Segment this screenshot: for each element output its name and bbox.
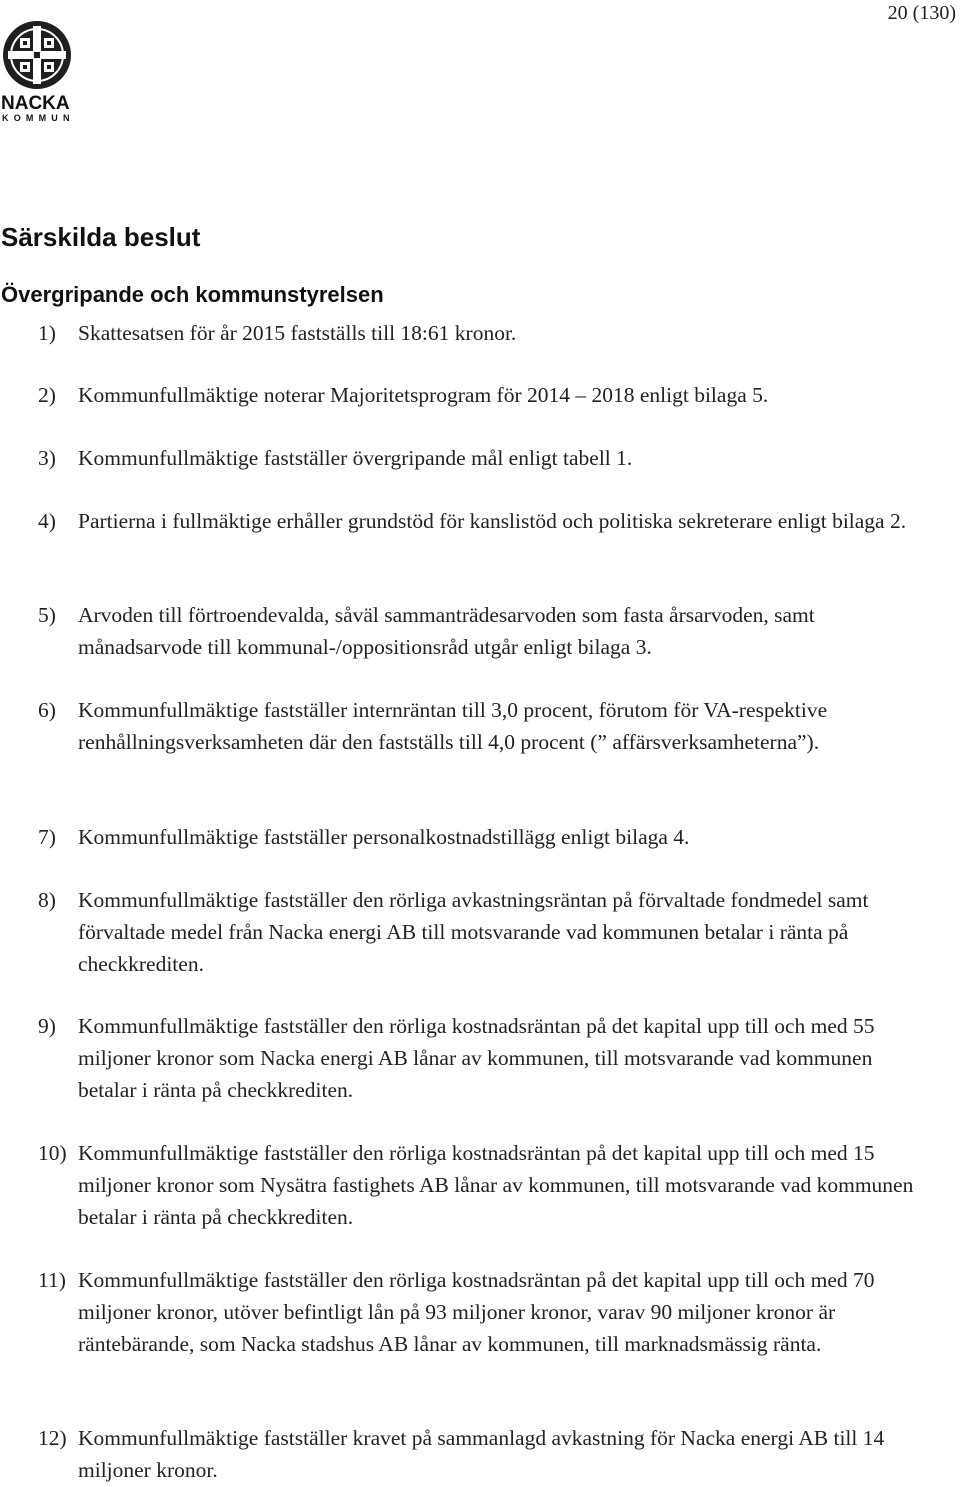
item-number: 2)	[38, 383, 56, 407]
section-title: Särskilda beslut	[1, 222, 201, 252]
decision-item	[38, 1264, 938, 1360]
item-number: 5)	[38, 603, 56, 627]
logo-subtitle: KOMMUN	[2, 113, 75, 123]
item-text: Kommunfullmäktige fastställer den rörliga kostnadsräntan på det kapital upp till och med 70 miljoner kronor, utöver befintligt lån på 93 miljoner kronor, varav 90 miljoner kronor är räntebärande, som Nacka stadshus AB lånar av kommunen, till marknadsmässig ränta.	[78, 1268, 875, 1356]
decision-item	[38, 1137, 938, 1233]
item-number: 4)	[38, 509, 56, 533]
item-text: Kommunfullmäktige fastställer kravet på sammanlagd avkastning för Nacka energi AB till 14 miljoner kronor.	[78, 1426, 885, 1482]
decision-item	[38, 599, 938, 663]
item-text: Kommunfullmäktige fastställer internräntan till 3,0 procent, förutom för VA-respektive renhållningsverksamheten där den fastställs till 4,0 procent (” affärsverksamheterna”).	[78, 698, 828, 754]
item-text: Kommunfullmäktige fastställer den rörliga kostnadsräntan på det kapital upp till och med 55 miljoner kronor som Nacka energi AB lånar av kommunen, till motsvarande vad kommunen betalar i ränta på checkkrediten.	[78, 1014, 875, 1102]
item-text: Skattesatsen för år 2015 fastställs till 18:61 kronor.	[78, 321, 517, 345]
subsection-title: Övergripande och kommunstyrelsen	[1, 282, 384, 307]
nacka-kommun-logo	[0, 20, 80, 128]
item-number: 1)	[38, 321, 56, 345]
item-number: 6)	[38, 698, 56, 722]
decision-item	[38, 505, 938, 537]
item-number: 7)	[38, 825, 56, 849]
decision-item	[38, 1010, 938, 1106]
decision-item	[38, 821, 938, 853]
item-text: Partierna i fullmäktige erhåller grundstöd för kanslistöd och politiska sekreterare enligt bilaga 2.	[78, 509, 907, 533]
item-text: Kommunfullmäktige fastställer den rörliga avkastningsräntan på förvaltade fondmedel samt förvaltade medel från Nacka energi AB till motsvarande vad kommunen betalar i ränta på checkkrediten.	[78, 888, 869, 976]
decision-item	[38, 1422, 938, 1486]
item-text: Arvoden till förtroendevalda, såväl sammanträdesarvoden som fasta årsarvoden, samt månadsarvode till kommunal-/oppositionsråd utgår enligt bilaga 3.	[78, 603, 815, 659]
item-number: 9)	[38, 1014, 56, 1038]
item-number: 11)	[38, 1268, 66, 1292]
item-number: 8)	[38, 888, 56, 912]
decision-item	[38, 694, 938, 758]
item-text: Kommunfullmäktige fastställer övergripande mål enligt tabell 1.	[78, 446, 633, 470]
item-number: 10)	[38, 1141, 67, 1165]
decision-item	[38, 317, 938, 349]
item-text: Kommunfullmäktige noterar Majoritetsprogram för 2014 – 2018 enligt bilaga 5.	[78, 383, 769, 407]
item-number: 12)	[38, 1426, 67, 1450]
item-text: Kommunfullmäktige fastställer den rörliga kostnadsräntan på det kapital upp till och med 15 miljoner kronor som Nysätra fastighets AB lånar av kommunen, till motsvarande vad kommunen betalar i ränta på checkkrediten.	[78, 1141, 914, 1229]
decision-item	[38, 884, 938, 980]
page-number: 20 (130)	[887, 2, 956, 24]
decision-item	[38, 442, 938, 474]
item-number: 3)	[38, 446, 56, 470]
municipality-emblem-icon	[2, 20, 72, 90]
decision-item	[38, 379, 938, 411]
item-text: Kommunfullmäktige fastställer personalkostnadstillägg enligt bilaga 4.	[78, 825, 690, 849]
logo-name: NACKA	[1, 93, 70, 114]
